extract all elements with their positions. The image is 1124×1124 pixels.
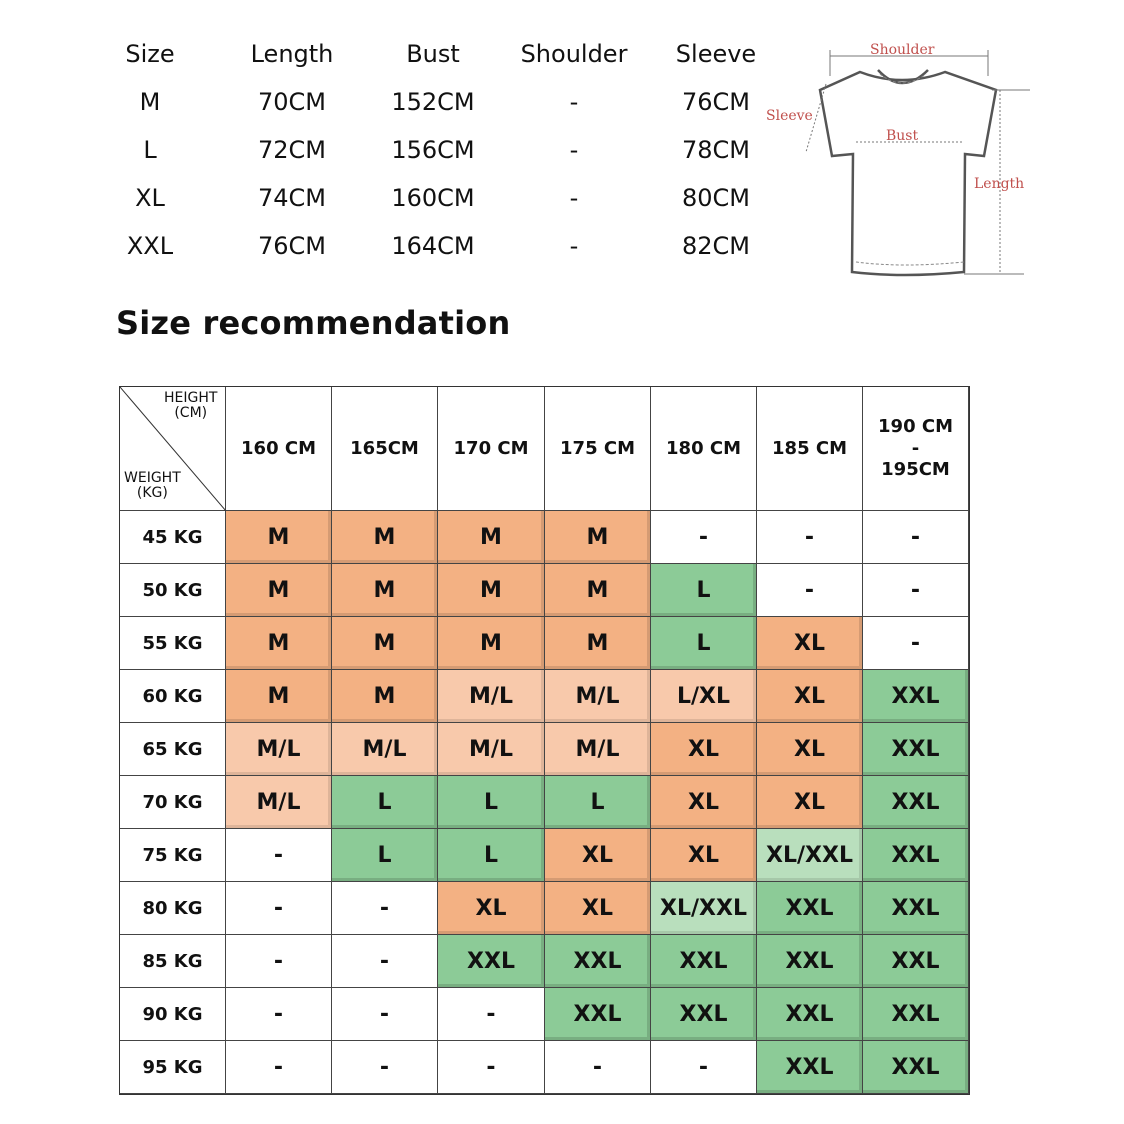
weight-label-10: 95 KG <box>120 1041 226 1094</box>
corner-cell <box>120 387 226 511</box>
size-cell-r6-c2: L <box>438 829 545 882</box>
height-axis-label: HEIGHT (CM) <box>164 390 218 422</box>
sleeve-cell: 78CM <box>681 136 750 164</box>
size-cell-r2-c2: M <box>438 617 545 670</box>
size-cell-r10-c5: XXL <box>757 1041 863 1094</box>
size-cell-r6-c4: XL <box>651 829 757 882</box>
size-cell-r9-c0: - <box>226 988 332 1041</box>
size-cell: XXL <box>126 232 174 260</box>
size-cell-r4-c2: M/L <box>438 723 545 776</box>
size-cell-r3-c6: XXL <box>863 670 969 723</box>
size-cell-r5-c6: XXL <box>863 776 969 829</box>
bust-label: Bust <box>886 128 919 144</box>
size-cell-r5-c4: XL <box>651 776 757 829</box>
length-cell: 72CM <box>257 136 326 164</box>
length-label: Length <box>974 176 1025 192</box>
size-cell-r5-c3: L <box>545 776 651 829</box>
size-cell-r8-c1: - <box>332 935 438 988</box>
size-cell-r3-c0: M <box>226 670 332 723</box>
shoulder-cell: - <box>569 232 579 260</box>
height-header-5: 185 CM <box>757 387 863 511</box>
size-cell-r7-c4: XL/XXL <box>651 882 757 935</box>
shoulder-cell: - <box>569 88 579 116</box>
header-shoulder: Shoulder <box>520 40 628 68</box>
size-cell-r4-c4: XL <box>651 723 757 776</box>
size-row-m <box>80 78 780 126</box>
size-cell-r5-c0: M/L <box>226 776 332 829</box>
size-cell-r1-c1: M <box>332 564 438 617</box>
height-header-3: 175 CM <box>545 387 651 511</box>
size-cell-r0-c1: M <box>332 511 438 564</box>
size-cell-r0-c6: - <box>863 511 969 564</box>
size-cell-r5-c2: L <box>438 776 545 829</box>
bust-cell: 156CM <box>391 136 475 164</box>
size-cell-r2-c4: L <box>651 617 757 670</box>
height-header-1: 165CM <box>332 387 438 511</box>
size-cell-r0-c0: M <box>226 511 332 564</box>
size-cell-r4-c6: XXL <box>863 723 969 776</box>
size-cell-r10-c2: - <box>438 1041 545 1094</box>
size-recommendation-heading: Size recommendation <box>116 304 511 342</box>
size-cell-r10-c6: XXL <box>863 1041 969 1094</box>
size-cell-r4-c1: M/L <box>332 723 438 776</box>
weight-label-2: 55 KG <box>120 617 226 670</box>
tshirt-outline <box>820 72 996 275</box>
size-cell-r10-c1: - <box>332 1041 438 1094</box>
weight-label-7: 80 KG <box>120 882 226 935</box>
size-cell-r9-c3: XXL <box>545 988 651 1041</box>
header-sleeve: Sleeve <box>675 40 757 68</box>
weight-label-4: 65 KG <box>120 723 226 776</box>
size-cell-r8-c4: XXL <box>651 935 757 988</box>
size-cell-r7-c3: XL <box>545 882 651 935</box>
size-row-xxl <box>80 222 780 270</box>
size-cell-r2-c1: M <box>332 617 438 670</box>
size-cell-r5-c5: XL <box>757 776 863 829</box>
size-cell-r3-c5: XL <box>757 670 863 723</box>
header-bust: Bust <box>406 40 460 68</box>
height-header-2: 170 CM <box>438 387 545 511</box>
size-cell: M <box>139 88 161 116</box>
height-header-6: 190 CM - 195CM <box>863 387 969 511</box>
weight-label-8: 85 KG <box>120 935 226 988</box>
size-cell-r4-c3: M/L <box>545 723 651 776</box>
header-length: Length <box>250 40 334 68</box>
size-cell-r10-c0: - <box>226 1041 332 1094</box>
height-header-0: 160 CM <box>226 387 332 511</box>
size-cell-r6-c5: XL/XXL <box>757 829 863 882</box>
shoulder-label: Shoulder <box>870 42 935 58</box>
weight-axis-label: WEIGHT (KG) <box>124 470 181 502</box>
height-header-4: 180 CM <box>651 387 757 511</box>
size-cell-r8-c6: XXL <box>863 935 969 988</box>
size-cell-r9-c6: XXL <box>863 988 969 1041</box>
size-cell-r9-c2: - <box>438 988 545 1041</box>
bust-cell: 160CM <box>391 184 475 212</box>
size-cell-r2-c0: M <box>226 617 332 670</box>
size-cell-r9-c4: XXL <box>651 988 757 1041</box>
size-cell-r9-c1: - <box>332 988 438 1041</box>
size-cell-r10-c3: - <box>545 1041 651 1094</box>
size-cell-r6-c3: XL <box>545 829 651 882</box>
weight-label-3: 60 KG <box>120 670 226 723</box>
size-cell-r0-c5: - <box>757 511 863 564</box>
sleeve-cell: 82CM <box>681 232 750 260</box>
header-size: Size <box>125 40 175 68</box>
size-cell-r0-c3: M <box>545 511 651 564</box>
weight-label-6: 75 KG <box>120 829 226 882</box>
size-cell-r1-c2: M <box>438 564 545 617</box>
size-cell-r3-c4: L/XL <box>651 670 757 723</box>
size-cell-r10-c4: - <box>651 1041 757 1094</box>
size-cell-r2-c5: XL <box>757 617 863 670</box>
size-chart-header-row <box>80 30 780 78</box>
weight-label-0: 45 KG <box>120 511 226 564</box>
size-cell-r7-c5: XXL <box>757 882 863 935</box>
weight-label-9: 90 KG <box>120 988 226 1041</box>
length-cell: 74CM <box>257 184 326 212</box>
size-cell-r1-c5: - <box>757 564 863 617</box>
length-cell: 76CM <box>257 232 326 260</box>
weight-label-1: 50 KG <box>120 564 226 617</box>
size-cell-r1-c6: - <box>863 564 969 617</box>
size-row-xl <box>80 174 780 222</box>
size-cell-r6-c6: XXL <box>863 829 969 882</box>
size-cell-r8-c0: - <box>226 935 332 988</box>
size-cell-r3-c3: M/L <box>545 670 651 723</box>
bust-cell: 164CM <box>391 232 475 260</box>
bust-cell: 152CM <box>391 88 475 116</box>
tshirt-measurement-diagram <box>760 36 1040 286</box>
size-cell-r6-c1: L <box>332 829 438 882</box>
size-row-l <box>80 126 780 174</box>
sleeve-cell: 80CM <box>681 184 750 212</box>
sleeve-label: Sleeve <box>766 108 813 124</box>
size-cell: L <box>143 136 157 164</box>
size-cell-r8-c5: XXL <box>757 935 863 988</box>
size-cell-r7-c2: XL <box>438 882 545 935</box>
size-cell-r1-c4: L <box>651 564 757 617</box>
size-cell-r8-c3: XXL <box>545 935 651 988</box>
size-recommendation-grid <box>119 386 970 1095</box>
length-cell: 70CM <box>257 88 326 116</box>
size-cell-r1-c0: M <box>226 564 332 617</box>
size-cell-r0-c2: M <box>438 511 545 564</box>
size-cell-r5-c1: L <box>332 776 438 829</box>
shoulder-cell: - <box>569 184 579 212</box>
size-cell-r0-c4: - <box>651 511 757 564</box>
size-cell-r3-c1: M <box>332 670 438 723</box>
size-cell-r4-c5: XL <box>757 723 863 776</box>
size-cell-r4-c0: M/L <box>226 723 332 776</box>
size-cell-r8-c2: XXL <box>438 935 545 988</box>
size-cell-r7-c0: - <box>226 882 332 935</box>
size-cell-r7-c1: - <box>332 882 438 935</box>
size-cell-r2-c3: M <box>545 617 651 670</box>
sleeve-cell: 76CM <box>681 88 750 116</box>
size-cell-r3-c2: M/L <box>438 670 545 723</box>
size-cell: XL <box>135 184 165 212</box>
shoulder-cell: - <box>569 136 579 164</box>
size-cell-r9-c5: XXL <box>757 988 863 1041</box>
size-cell-r2-c6: - <box>863 617 969 670</box>
size-cell-r6-c0: - <box>226 829 332 882</box>
weight-label-5: 70 KG <box>120 776 226 829</box>
size-cell-r7-c6: XXL <box>863 882 969 935</box>
size-cell-r1-c3: M <box>545 564 651 617</box>
